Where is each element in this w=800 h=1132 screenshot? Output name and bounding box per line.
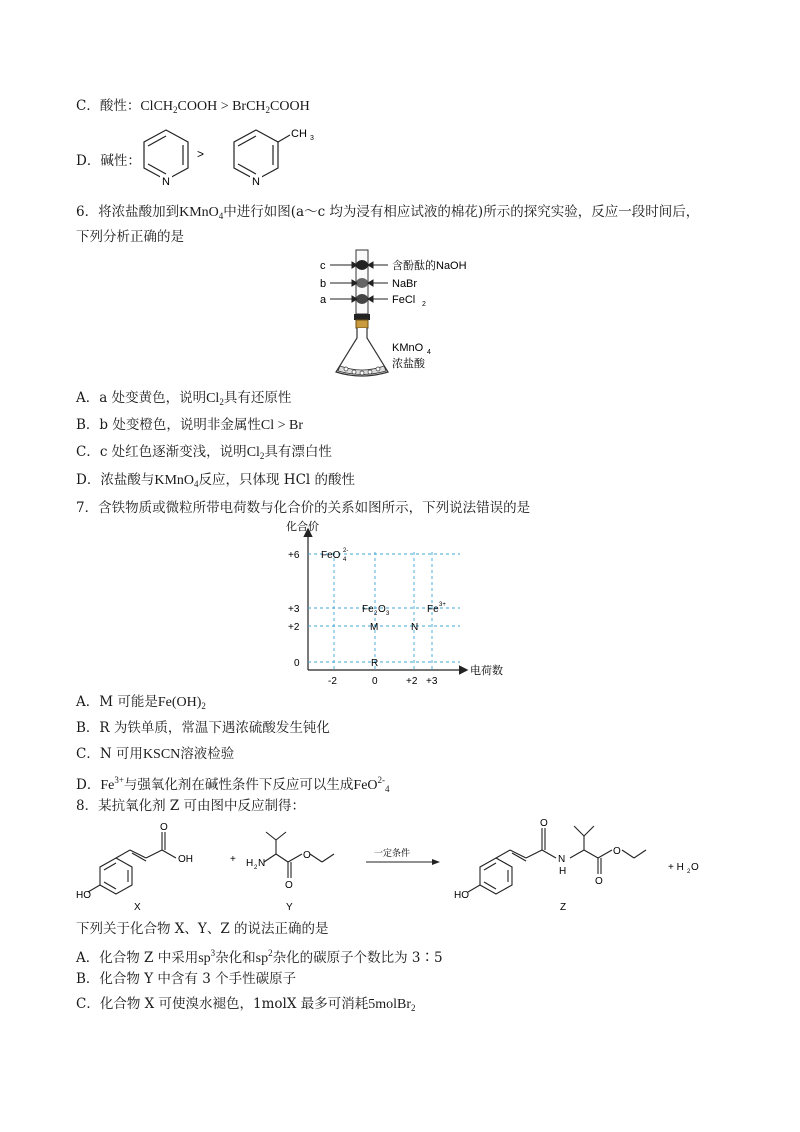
y-tick: 0 xyxy=(294,658,300,669)
q7-option-d: D．$Fe^{3+}$与强氧化剂在碱性条件下反应可以生成FeO$^{2-}_4$ xyxy=(76,775,390,794)
svg-text:N: N xyxy=(252,176,260,188)
svg-text:NaBr: NaBr xyxy=(392,278,418,290)
q6-option-d: D．浓盐酸与KMnO$_4$反应，只体现 HCl 的酸性 xyxy=(76,472,356,489)
o-label: O xyxy=(160,822,168,833)
o-label: O xyxy=(540,818,548,829)
y-tick: +2 xyxy=(288,622,300,633)
oh-label: OH xyxy=(178,854,193,865)
o-label: O xyxy=(613,846,621,857)
svg-text:4: 4 xyxy=(427,349,431,356)
svg-text:c: c xyxy=(320,260,326,272)
subscript: 2 xyxy=(254,865,258,871)
q7-option-c: C．N 可用KSCN溶液检验 xyxy=(76,746,235,762)
q7-option-a: A．M 可能是$Fe(OH)_2$ xyxy=(76,694,206,711)
formula: ClCH$_2$COOH > BrCH$_2$COOH xyxy=(140,99,310,115)
ho-label: HO xyxy=(76,890,91,901)
point-fe2o3: Fe xyxy=(362,604,374,615)
svg-text:CH: CH xyxy=(291,128,307,140)
h2n-label: H xyxy=(246,858,254,869)
n-label: N xyxy=(558,854,566,865)
svg-text:>: > xyxy=(197,147,205,161)
formula-part: O xyxy=(691,862,699,873)
point-fe3: Fe xyxy=(427,604,439,615)
q6-apparatus xyxy=(318,248,498,384)
reaction-condition: 一定条件 xyxy=(374,848,411,858)
q6-option-c: C．c 处红色逐渐变浅，说明$Cl_2$具有漂白性 xyxy=(76,444,332,461)
pyridine-structures xyxy=(130,118,330,190)
x-tick: +2 xyxy=(406,676,418,687)
label-y: Y xyxy=(286,902,293,913)
option-label: C．酸性： xyxy=(76,98,141,114)
q8-stem: 8．某抗氧化剂 Z 可由图中反应制得： xyxy=(76,798,306,814)
q5-option-c xyxy=(76,97,310,119)
svg-text:N: N xyxy=(162,176,170,188)
plus-sign: + xyxy=(230,854,236,865)
o-label: O xyxy=(303,850,311,861)
svg-text:a: a xyxy=(320,294,327,306)
q7-valence-chart xyxy=(276,516,516,688)
svg-text:浓盐酸: 浓盐酸 xyxy=(392,358,425,370)
q7-option-b: B．R 为铁单质，常温下遇浓硫酸发生钝化 xyxy=(76,720,330,736)
water-label: + H xyxy=(668,862,684,873)
subscript: 2 xyxy=(374,611,378,617)
o-label: O xyxy=(285,880,293,891)
q8-option-b: B．化合物 Y 中含有 3 个手性碳原子 xyxy=(76,971,297,987)
label-x: X xyxy=(134,902,141,913)
x-tick: -2 xyxy=(328,676,337,687)
svg-text:KMnO: KMnO xyxy=(392,342,424,354)
point-feo4: FeO xyxy=(321,550,341,561)
subscript: 2 xyxy=(687,869,691,875)
o-label: O xyxy=(595,876,603,887)
formula-part: O xyxy=(378,604,386,615)
ho-label: HO xyxy=(454,890,469,901)
y-axis-label: 化合价 xyxy=(286,521,319,533)
formula-part: N xyxy=(258,858,266,869)
q8-option-a: A．化合物 Z 中采用$sp^3$杂化和$sp^2$杂化的碳原子个数比为 3∶5 xyxy=(76,948,443,966)
q6-option-b: B．b 处变橙色，说明非金属性Cl > Br xyxy=(76,417,303,433)
point-m: M xyxy=(370,622,379,633)
svg-text:3: 3 xyxy=(310,135,314,142)
y-tick: +6 xyxy=(288,550,300,561)
q7-stem: 7．含铁物质或微粒所带电荷数与化合价的关系如图所示，下列说法错误的是 xyxy=(76,500,531,516)
q5-option-d-label: D．碱性： xyxy=(76,153,141,169)
label-z: Z xyxy=(560,902,567,913)
q6-option-a: A．a 处变黄色，说明$Cl_2$具有还原性 xyxy=(76,390,292,407)
q8-sub-stem: 下列关于化合物 X、Y、Z 的说法正确的是 xyxy=(76,921,329,937)
svg-text:2: 2 xyxy=(422,301,426,308)
svg-text:b: b xyxy=(320,278,327,290)
q6-stem-line1: 6．将浓盐酸加到KMnO$_4$中进行如图(a～c 均为浸有相应试液的棉花)所示的探究实验，反应一段时间后， xyxy=(76,204,700,221)
subscript: 4 xyxy=(343,557,347,563)
q8-option-c: C．化合物 X 可使溴水褪色，1molX 最多可消耗5molBr$_2$ xyxy=(76,996,416,1013)
superscript: 3+ xyxy=(439,602,446,608)
q6-stem-line2: 下列分析正确的是 xyxy=(76,229,184,245)
subscript: 3 xyxy=(386,611,390,617)
superscript: 2- xyxy=(343,548,349,554)
h-label: H xyxy=(559,866,567,877)
x-tick: +3 xyxy=(426,676,438,687)
y-tick: +3 xyxy=(288,604,300,615)
x-tick: 0 xyxy=(372,676,378,687)
point-n: N xyxy=(411,622,419,633)
q8-reaction-scheme xyxy=(76,818,756,914)
svg-text:含酚酞的NaOH: 含酚酞的NaOH xyxy=(392,260,467,272)
point-r: R xyxy=(371,658,379,669)
svg-text:FeCl: FeCl xyxy=(392,294,416,306)
x-axis-label: 电荷数 xyxy=(470,665,503,677)
